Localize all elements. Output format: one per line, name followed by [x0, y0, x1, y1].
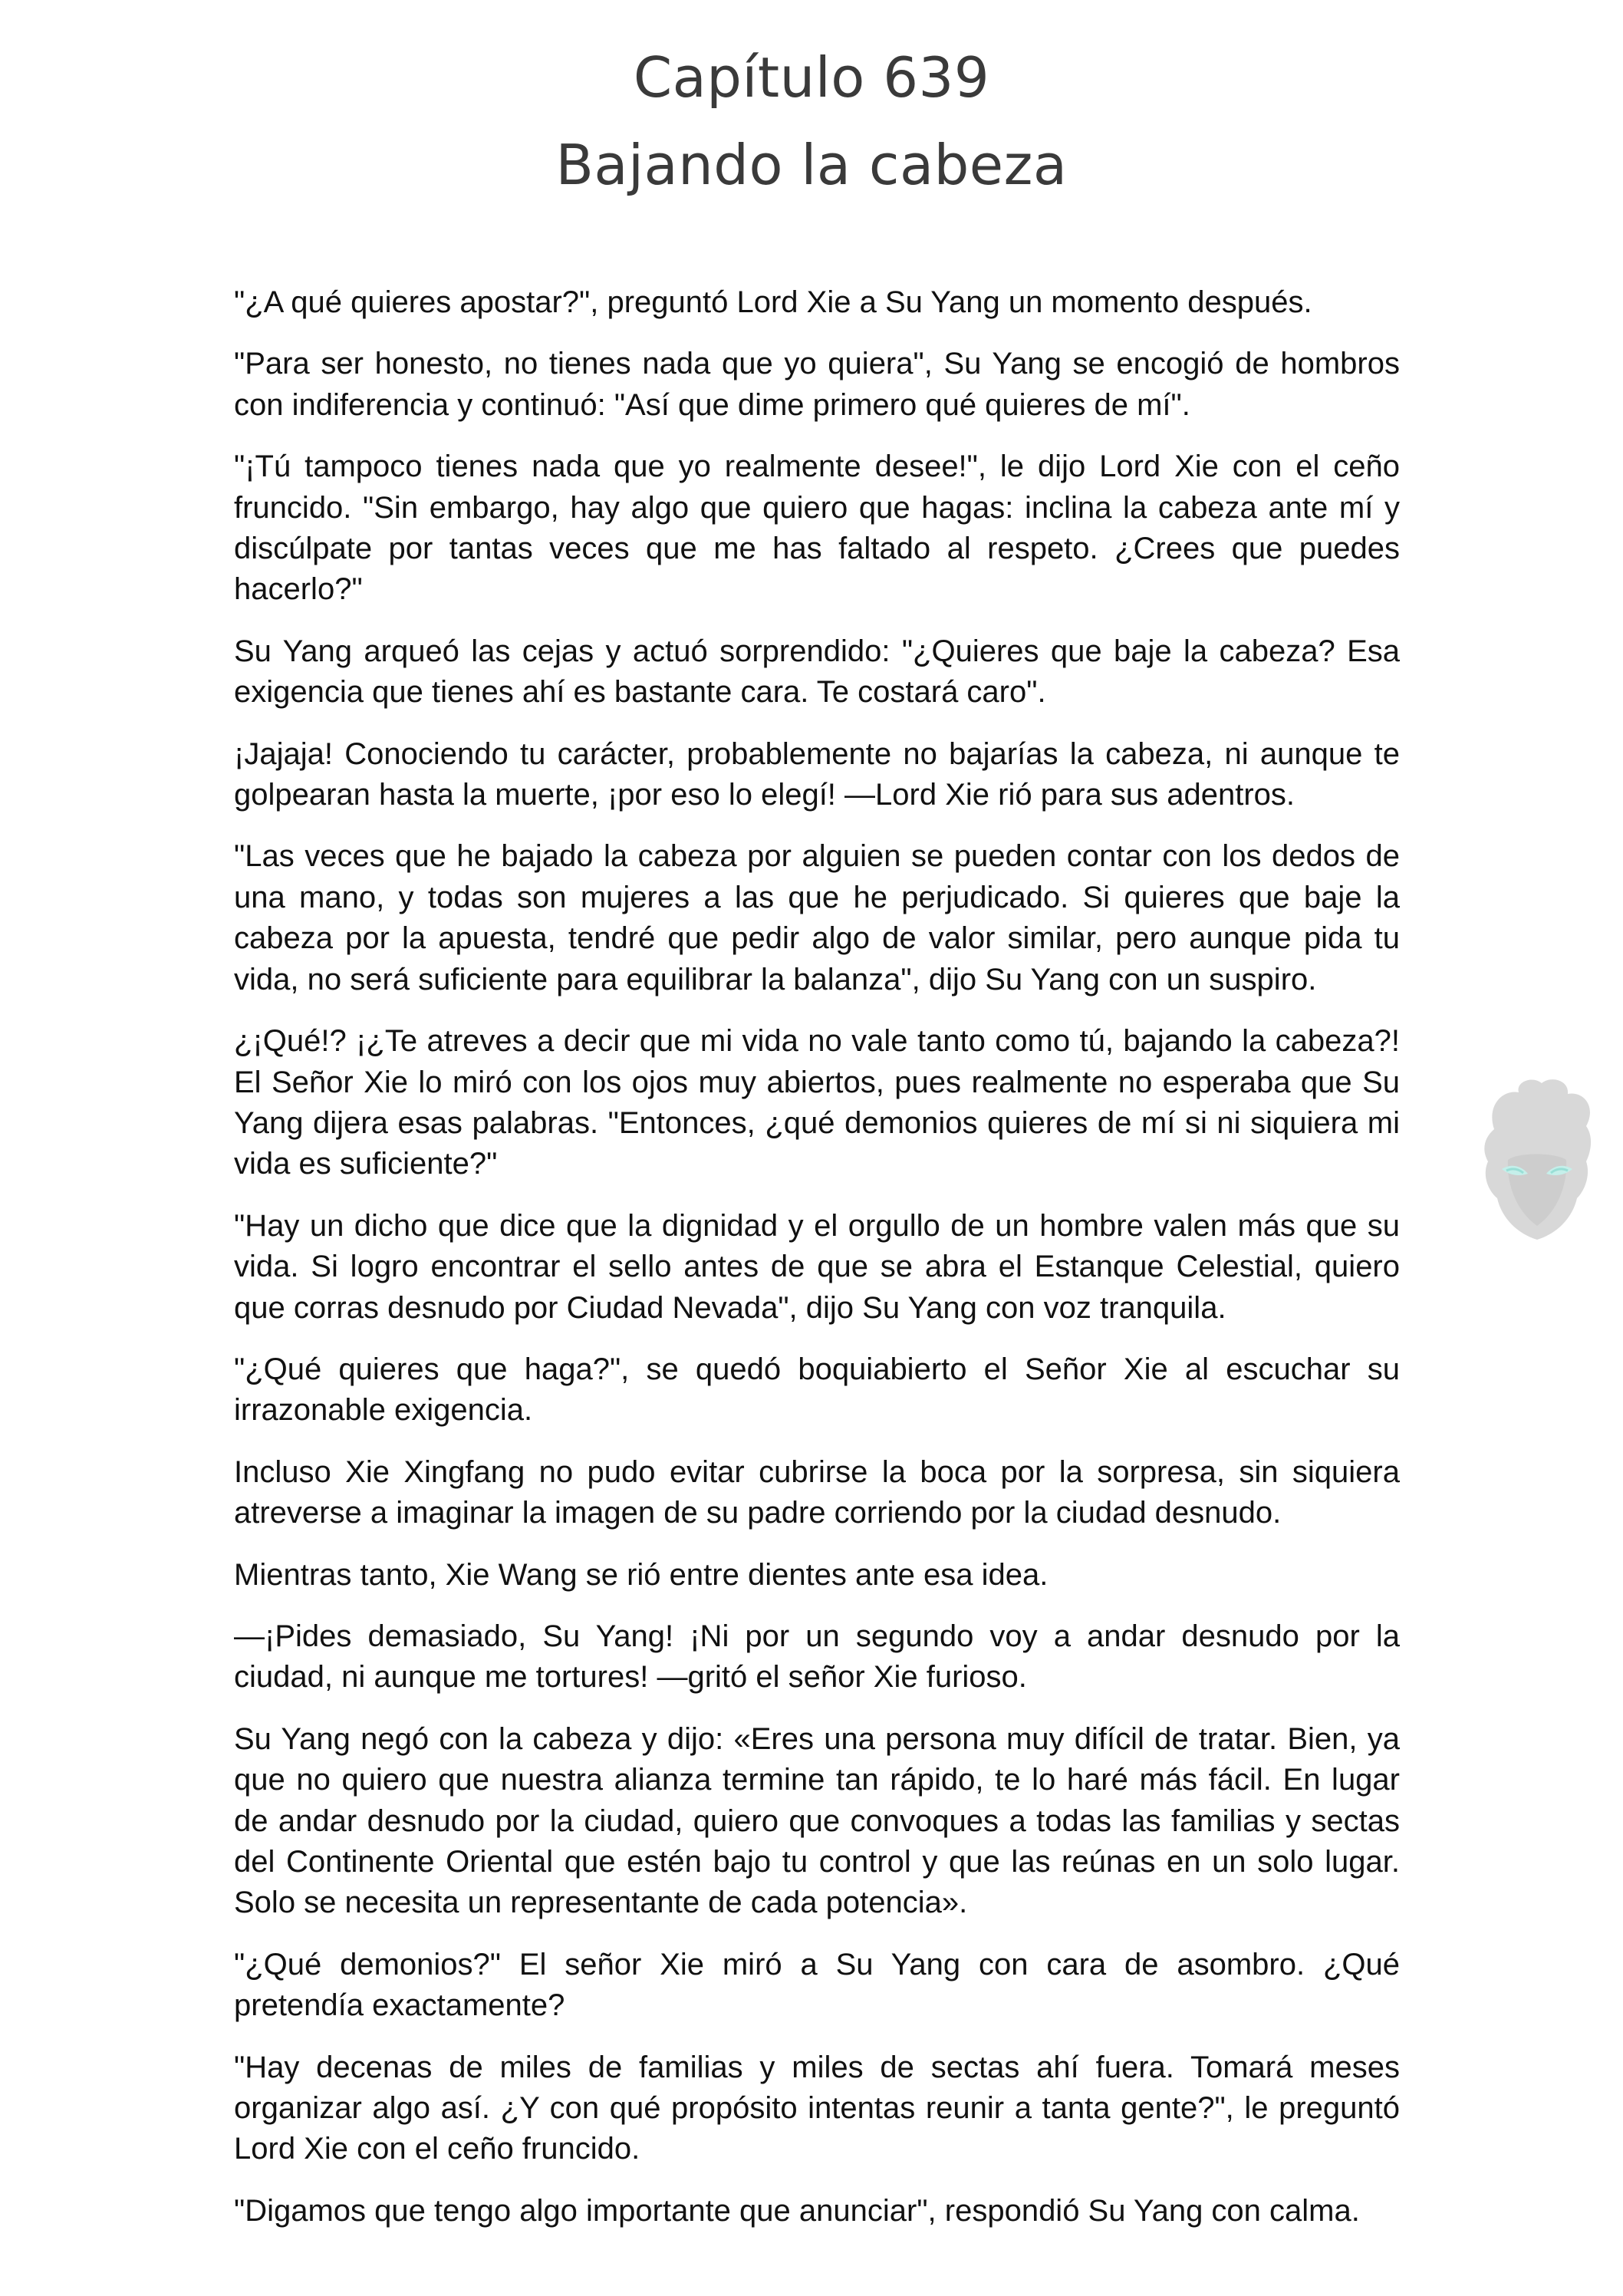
paragraph: Incluso Xie Xingfang no pudo evitar cubrirse la boca por la sorpresa, sin siquiera atreverse a imaginar la imagen de su padre corriendo por la ciudad desnudo. [234, 1454, 1400, 1530]
paragraph: "¿A qué quieres apostar?", preguntó Lord Xie a Su Yang un momento después. [234, 285, 1312, 319]
paragraph: "Las veces que he bajado la cabeza por alguien se pueden contar con los dedos de una mano, y todas son mujeres a las que he perjudicado. Si quieres que baje la cabeza por la apuesta, tendré que pedir algo de valor similar, pero aunque pida tu vida, no será suficiente para equilibrar la balanza", dijo Su Yang con un suspiro. [234, 839, 1400, 996]
paragraph: "Hay decenas de miles de familias y miles de sectas ahí fuera. Tomará meses organizar algo así. ¿Y con qué propósito intentas reunir a tanta gente?", le preguntó Lord Xie con el ceño fruncido. [234, 2050, 1400, 2166]
chapter-title: Bajando la cabeza [555, 133, 1068, 197]
paragraph: Su Yang arqueó las cejas y actuó sorprendido: "¿Quieres que baje la cabeza? Esa exigencia que tienes ahí es bastante cara. Te costará caro". [234, 634, 1400, 710]
chapter-number: Capítulo 639 [633, 45, 990, 110]
paragraph: Su Yang negó con la cabeza y dijo: «Eres una persona muy difícil de tratar. Bien, ya que no quiero que nuestra alianza termine tan rápido, te lo haré más fácil. En lugar de andar desnudo por la ciudad, quiero que convoques a todas las familias y sectas del Continente Oriental que estén bajo tu control y que las reúnas en un solo lugar. Solo se necesita un representante de cada potencia». [234, 1721, 1400, 1920]
paragraph: —¡Pides demasiado, Su Yang! ¡Ni por un segundo voy a andar desnudo por la ciudad, ni aunque me tortures! —gritó el señor Xie furioso. [234, 1619, 1400, 1695]
paragraph: "Para ser honesto, no tienes nada que yo quiera", Su Yang se encogió de hombros con indiferencia y continuó: "Así que dime primero qué quieres de mí". [234, 347, 1400, 422]
paragraph: Mientras tanto, Xie Wang se rió entre dientes ante esa idea. [234, 1557, 1049, 1592]
paragraph: ¿¡Qué!? ¡¿Te atreves a decir que mi vida no vale tanto como tú, bajando la cabeza?! El Señor Xie lo miró con los ojos muy abiertos, pues realmente no esperaba que Su Yang dijera esas palabras. "Entonces, ¿qué demonios quieres de mí si ni siquiera mi vida es suficiente?" [234, 1024, 1400, 1181]
paragraph: "Digamos que tengo algo importante que anunciar", respondió Su Yang con calma. [234, 2193, 1360, 2228]
paragraph: "Hay un dicho que dice que la dignidad y el orgullo de un hombre valen más que su vida. Si logro encontrar el sello antes de que se abra el Estanque Celestial, quiero que corras desnudo por Ciudad Nevada", dijo Su Yang con voz tranquila. [234, 1208, 1400, 1325]
paragraph: ¡Jajaja! Conociendo tu carácter, probablemente no bajarías la cabeza, ni aunque te golpearan hasta la muerte, ¡por eso lo elegí! —Lord Xie rió para sus adentros. [234, 736, 1400, 812]
paragraph: "¡Tú tampoco tienes nada que yo realmente desee!", le dijo Lord Xie con el ceño fruncido. "Sin embargo, hay algo que quiero que hagas: inclina la cabeza ante mí y discúlpate por tantas veces que me has faltado al respeto. ¿Crees que puedes hacerlo?" [234, 450, 1400, 607]
paragraph: "¿Qué quieres que haga?", se quedó boquiabierto el Señor Xie al escuchar su irrazonable exigencia. [234, 1352, 1400, 1428]
chapter-body [234, 282, 1400, 2252]
chapter-header [0, 34, 1623, 209]
demon-head-icon [1471, 1076, 1602, 1243]
paragraph: "¿Qué demonios?" El señor Xie miró a Su Yang con cara de asombro. ¿Qué pretendía exactamente? [234, 1947, 1400, 2023]
